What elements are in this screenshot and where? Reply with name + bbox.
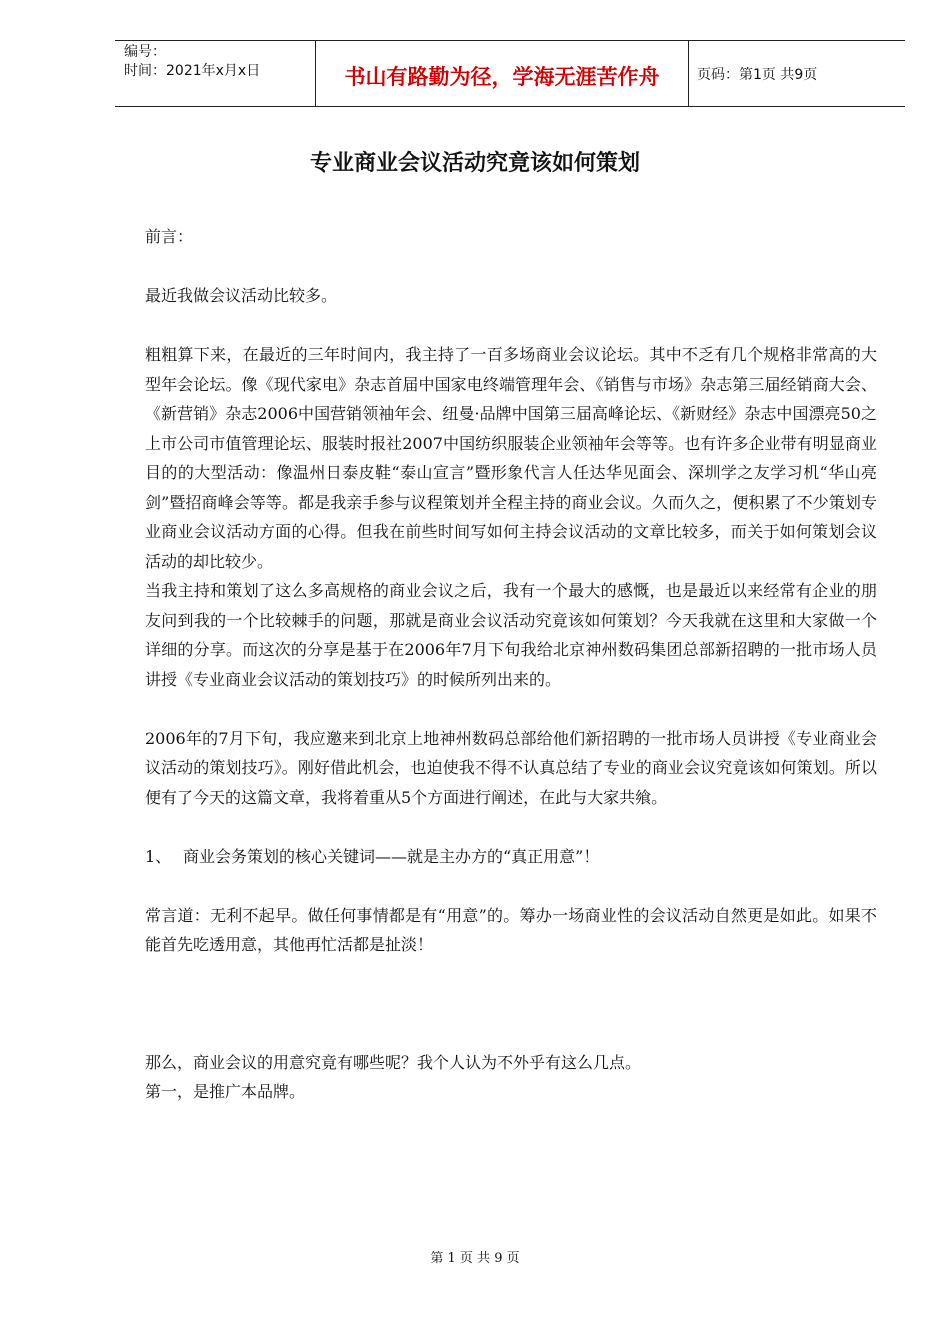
paragraph: 2006年的7月下旬，我应邀来到北京上地神州数码总部给他们新招聘的一批市场人员讲授《专业商业会议活动的策划技巧》。刚好借此机会，也迫使我不得不认真总结了专业的商业会议究竟该如何策划。所以便有了今天的这篇文章，我将着重从5个方面进行阐述，在此与大家共飨。 <box>145 728 877 807</box>
page-info: 页码：第1页 共9页 <box>697 66 818 83</box>
paragraph: 常言道：无利不起早。做任何事情都是有“用意”的。筹办一场商业性的会议活动自然更是如此。如果不能首先吃透用意，其他再忙活都是扯淡！ <box>145 905 877 954</box>
paragraph: 最近我做会议活动比较多。 <box>145 286 338 305</box>
paragraph: 粗粗算下来，在最近的三年时间内，我主持了一百多场商业会议论坛。其中不乏有几个规格非常高的大型年会论坛。像《现代家电》杂志首届中国家电终端管理年会、《销售与市场》杂志第三届经销商大会、《新营销》杂志2006中国营销领袖年会、纽曼·品牌中国第三届高峰论坛、《新财经》杂志中国漂亮50之上市公司市值管理论坛、服装时报社2007中国纺织服装企业领袖年会等等。也有许多企业带有明显商业目的的大型活动：像温州日泰皮鞋“泰山宣言”暨形象代言人任达华见面会、深圳学之友学习机“华山亮剑”暨招商峰会等等。都是我亲手参与议程策划并全程主持的商业会议。久而久之，便积累了不少策划专业商业会议活动方面的心得。但我在前些时间写如何主持会议活动的文章比较多，而关于如何策划会议活动的却比较少。 <box>145 345 877 571</box>
list-item-text: 商业会务策划的核心关键词——就是主办方的“真正用意”！ <box>183 846 600 866</box>
header-meta-cell <box>115 41 316 106</box>
motto: 书山有路勤为径，学海无涯苦作舟 <box>316 41 689 106</box>
page-footer: 第 1 页 共 9 页 <box>430 1251 520 1266</box>
paragraph: 当我主持和策划了这么多高规格的商业会议之后，我有一个最大的感慨，也是最近以来经常有企业的朋友问到我的一个比较棘手的问题，那就是商业会议活动究竟该如何策划？今天我就在这里和大家做一个详细的分享。而这次的分享是基于在2006年7月下旬我给北京神州数码集团总部新招聘的一批市场人员讲授《专业商业会议活动的策划技巧》的时候所列出来的。 <box>145 581 877 689</box>
paragraph: 那么，商业会议的用意究竟有哪些呢？我个人认为不外乎有这么几点。 <box>145 1052 642 1072</box>
document-body <box>145 222 877 1107</box>
code-label: 编号： <box>124 44 166 60</box>
time-label: 时间：2021年x月x日 <box>124 63 261 79</box>
list-item <box>145 842 877 872</box>
list-item-number: 1、 <box>145 846 172 866</box>
document-header <box>115 40 905 107</box>
paragraph: 前言： <box>145 227 194 246</box>
document-title: 专业商业会议活动究竟该如何策划 <box>309 151 640 176</box>
paragraph: 第一，是推广本品牌。 <box>145 1082 306 1101</box>
